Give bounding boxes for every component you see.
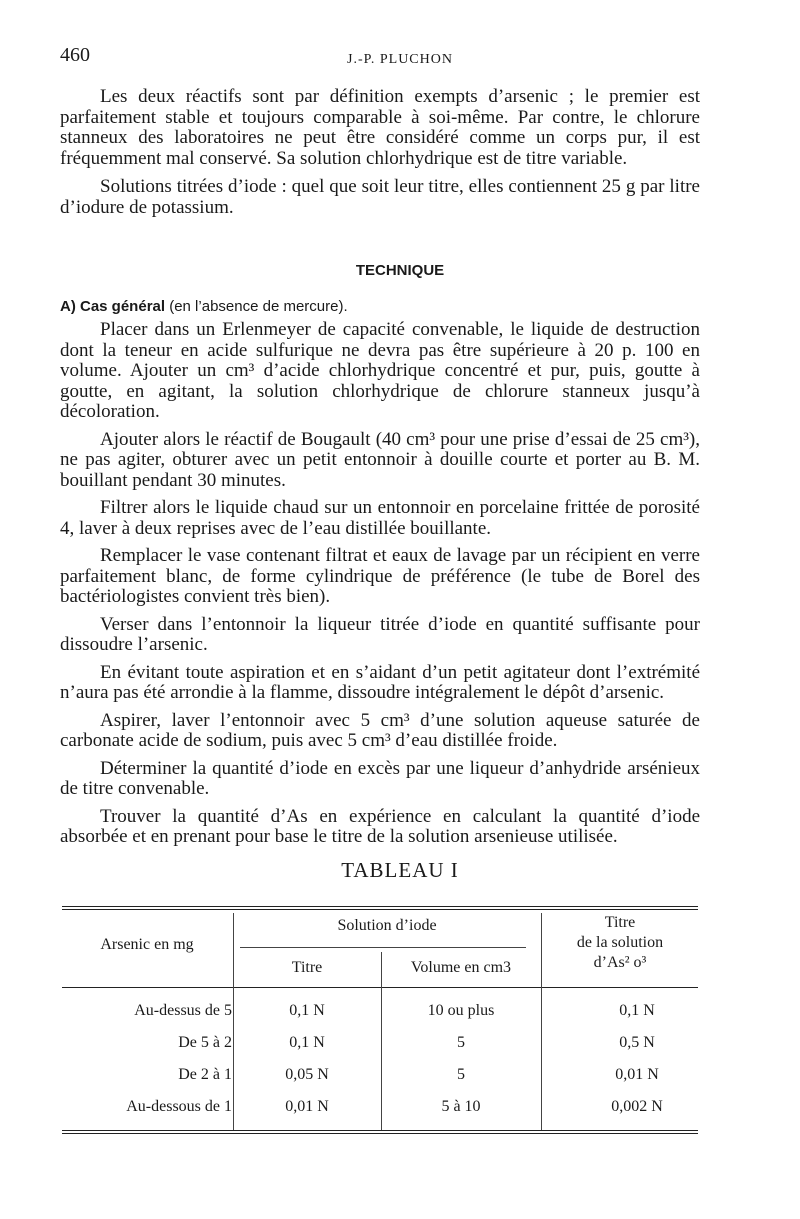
- header-volume: Volume en cm3: [410, 959, 512, 976]
- procedure-paragraph: Ajouter alors le réactif de Bougault (40 cm³ pour une prise d’essai de 25 cm³), ne pas agiter, obturer avec un petit entonnoir à douille courte et porter au B. M. bouillant pendant 30 minutes.: [60, 428, 700, 491]
- header-solution-iode: Solution d’iode: [337, 917, 437, 934]
- cell-arsenic: De 2 à 1: [178, 1066, 232, 1083]
- cell-titre: 0,1 N: [289, 1002, 325, 1019]
- procedure-paragraph: Aspirer, laver l’entonnoir avec 5 cm³ d’une solution aqueuse saturée de carbonate acide de sodium, puis avec 5 cm³ d’eau distillée froide.: [60, 709, 700, 751]
- header-titre-solution: de la solution: [576, 934, 664, 951]
- cell-volume: 10 ou plus: [427, 1002, 495, 1019]
- procedure-paragraph: Remplacer le vase contenant filtrat et eaux de lavage par un récipient en verre parfaitement blanc, de forme cylindrique de préférence (le tube de Borel des bactériologistes convient très bien).: [60, 545, 700, 607]
- procedure-text: [60, 320, 700, 855]
- cell-arsenic: De 5 à 2: [178, 1034, 232, 1051]
- table-title: TABLEAU I: [341, 858, 459, 882]
- cell-arsenic: Au-dessus de 5: [134, 1002, 232, 1019]
- cell-titre: 0,1 N: [289, 1034, 325, 1051]
- case-detail: (en l’absence de mercure).: [165, 298, 348, 315]
- case-label: A) Cas général: [60, 298, 166, 315]
- procedure-paragraph: Filtrer alors le liquide chaud sur un entonnoir en porcelaine frittée de porosité 4, laver à deux reprises avec de l’eau distillée bouillante.: [60, 497, 700, 539]
- cell-titre-as: 0,01 N: [615, 1066, 659, 1083]
- table-header-rule: [62, 987, 698, 988]
- cell-titre-as: 0,1 N: [619, 1002, 655, 1019]
- header-titre-solution: Titre: [604, 914, 636, 931]
- intro-text: [60, 87, 700, 226]
- cell-titre: 0,05 N: [285, 1066, 329, 1083]
- procedure-paragraph: Verser dans l’entonnoir la liqueur titrée d’iode en quantité suffisante pour dissoudre l’arsenic.: [60, 613, 700, 655]
- case-heading: [60, 298, 700, 315]
- procedure-paragraph: Trouver la quantité d’As en expérience en calculant la quantité d’iode absorbée et en prenant pour base le titre de la solution arsenieuse utilisée.: [60, 805, 700, 847]
- running-head: J.-P. PLUCHON: [347, 52, 453, 67]
- procedure-paragraph: Déterminer la quantité d’iode en excès par une liqueur d’anhydride arsénieux de titre convenable.: [60, 757, 700, 799]
- table-bottom-rule-2: [62, 1133, 698, 1134]
- cell-volume: 5 à 10: [441, 1098, 481, 1115]
- cell-arsenic: Au-dessous de 1: [126, 1098, 232, 1115]
- header-arsenic: Arsenic en mg: [100, 936, 194, 953]
- cell-volume: 5: [457, 1034, 465, 1051]
- procedure-paragraph: Placer dans un Erlenmeyer de capacité convenable, le liquide de destruction dont la teneur en acide sulfurique ne devra pas être supérieure à 20 p. 100 en volume. Ajouter un cm³ d’acide chlorhydrique concentré et pur, puis, goutte à goutte, en agitant, la solution chlorhydrique de chlorure stanneux jusqu’à décoloration.: [60, 319, 700, 422]
- intro-paragraph-1: Les deux réactifs sont par définition exempts d’arsenic ; le premier est parfaitement stable et toujours comparable à soi-même. Par contre, le chlorure stanneux des laboratoires ne peut être considéré comme un corps pur, il est fréquemment mal conservé. Sa solution chlorhydrique est de titre variable.: [60, 86, 700, 169]
- intro-paragraph-2: Solutions titrées d’iode : quel que soit leur titre, elles contiennent 25 g par litre d’iodure de potassium.: [60, 176, 700, 218]
- cell-volume: 5: [457, 1066, 465, 1083]
- group-header-rule: [240, 947, 526, 948]
- table-top-rule-2: [62, 909, 698, 910]
- table-bottom-rule: [62, 1130, 698, 1131]
- page-number: 460: [60, 44, 90, 66]
- section-heading: TECHNIQUE: [355, 262, 445, 279]
- header-titre-solution: d’As² o³: [593, 954, 647, 971]
- table-top-rule: [62, 906, 698, 907]
- cell-titre-as: 0,5 N: [619, 1034, 655, 1051]
- cell-titre: 0,01 N: [285, 1098, 329, 1115]
- procedure-paragraph: En évitant toute aspiration et en s’aidant d’un petit agitateur dont l’extrémité n’aura pas été arrondie à la flamme, dissoudre intégralement le dépôt d’arsenic.: [60, 661, 700, 703]
- cell-titre-as: 0,002 N: [611, 1098, 663, 1115]
- header-titre: Titre: [291, 959, 323, 976]
